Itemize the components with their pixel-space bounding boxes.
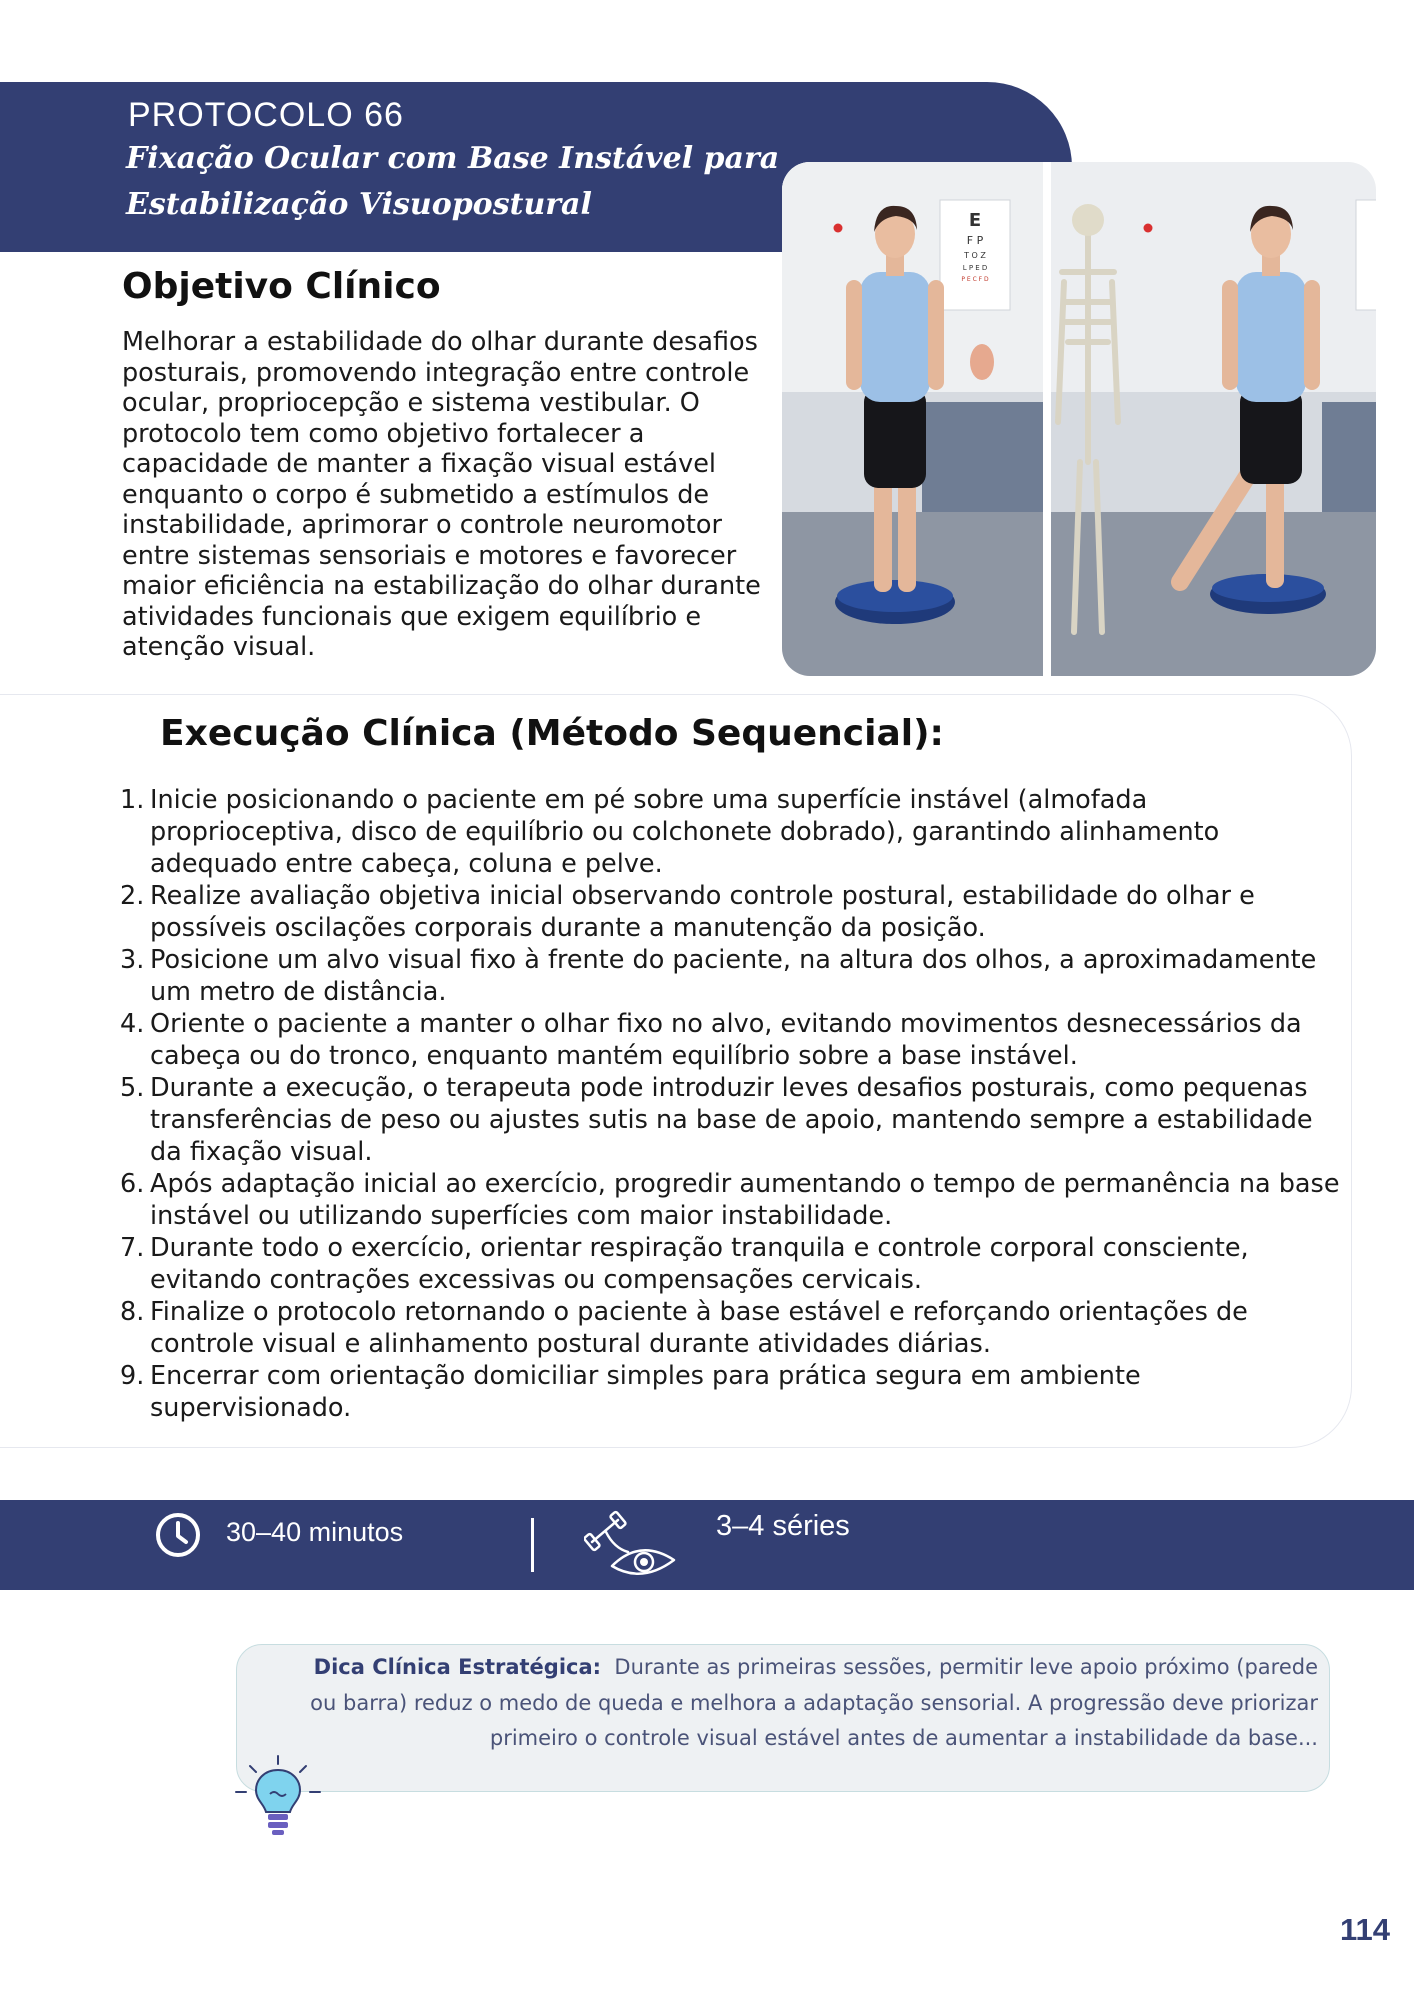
eye-chart-line: E	[968, 210, 982, 231]
step-item	[120, 1072, 1340, 1168]
step-number: 6.	[120, 1169, 145, 1199]
protocol-title: Fixação Ocular com Base Instável para Estabilização Visuopostural	[126, 141, 780, 222]
step-number: 5.	[120, 1073, 145, 1103]
step-text: Após adaptação inicial ao exercício, progredir aumentando o tempo de permanência na base instável ou utilizando superfícies com maior instabilidade.	[150, 1169, 1340, 1231]
tip-text	[300, 1650, 1318, 1757]
eye-chart-line: F P	[966, 234, 984, 247]
objective-text: Melhorar a estabilidade do olhar durante desafios posturais, promovendo integração entre controle ocular, propriocepção e sistema vestibular. O protocolo tem como objetivo fortalecer a capacidade de manter a fixação visual estável enquanto o corpo é submetido a estímulos de instabilidade, aprimorar o controle neuromotor entre sistemas sensoriais e motores e favorecer maior eficiência na estabilização do olhar durante atividades funcionais que exigem equilíbrio e atenção visual.	[122, 327, 761, 662]
exercise-photos	[782, 162, 1376, 676]
step-text: Finalize o protocolo retornando o paciente à base estável e reforçando orientações de controle visual e alinhamento postural durante atividades diárias.	[150, 1297, 1248, 1359]
step-item	[120, 1008, 1340, 1072]
objective-title: Objetivo Clínico	[122, 266, 441, 307]
step-number: 7.	[120, 1233, 145, 1263]
eye-dumbbell-icon	[584, 1508, 680, 1584]
page-number: 114	[1339, 1912, 1390, 1947]
eye-chart-line: T O Z	[964, 251, 986, 260]
tip-body: Durante as primeiras sessões, permitir leve apoio próximo (parede ou barra) reduz o medo de queda e melhora a adaptação sensorial. A progressão deve priorizar primeiro o controle visual estável antes de aumentar a instabilidade da base...	[310, 1655, 1318, 1750]
step-item	[120, 784, 1340, 880]
step-number: 3.	[120, 945, 145, 975]
info-divider	[531, 1518, 534, 1572]
step-text: Durante a execução, o terapeuta pode introduzir leves desafios posturais, como pequenas transferências de peso ou ajustes sutis na base de apoio, mantendo sempre a estabilidade da fixação visual.	[150, 1073, 1313, 1167]
photo-standing-on-disc	[782, 162, 1043, 676]
clock-icon	[154, 1511, 202, 1559]
protocol-label: PROTOCOLO 66	[128, 96, 404, 134]
step-number: 2.	[120, 881, 145, 911]
exercise-photo-illustration	[782, 162, 1376, 676]
step-item	[120, 1232, 1340, 1296]
step-text: Encerrar com orientação domiciliar simples para prática segura em ambiente supervisionado.	[150, 1361, 1141, 1423]
step-item	[120, 1360, 1340, 1424]
step-text: Realize avaliação objetiva inicial observando controle postural, estabilidade do olhar e possíveis oscilações corporais durante a manutenção da posição.	[150, 881, 1255, 943]
series-value: 3–4 séries	[716, 1510, 850, 1542]
step-number: 4.	[120, 1009, 145, 1039]
execution-steps	[120, 784, 1340, 1424]
step-item	[120, 1168, 1340, 1232]
step-item	[120, 880, 1340, 944]
step-number: 8.	[120, 1297, 145, 1327]
step-item	[120, 944, 1340, 1008]
step-text: Inicie posicionando o paciente em pé sobre uma superfície instável (almofada proprioceptiva, disco de equilíbrio ou colchonete dobrado), garantindo alinhamento adequado entre cabeça, coluna e pelve.	[150, 785, 1220, 879]
step-text: Posicione um alvo visual fixo à frente do paciente, na altura dos olhos, a aproximadamente um metro de distância.	[150, 945, 1317, 1007]
photo-single-leg-on-disc	[1051, 162, 1376, 676]
step-text: Oriente o paciente a manter o olhar fixo no alvo, evitando movimentos desnecessários da cabeça ou do tronco, enquanto mantém equilíbrio sobre a base instável.	[150, 1009, 1302, 1071]
tip-label: Dica Clínica Estratégica:	[313, 1655, 602, 1679]
step-text: Durante todo o exercício, orientar respiração tranquila e controle corporal consciente, evitando contrações excessivas ou compensações cervicais.	[150, 1233, 1249, 1295]
lightbulb-icon	[232, 1752, 324, 1844]
step-item	[120, 1296, 1340, 1360]
eye-chart-line: P E C F D	[961, 276, 989, 283]
eye-chart-line: L P E D	[962, 264, 988, 272]
execution-title: Execução Clínica (Método Sequencial):	[160, 713, 944, 754]
step-number: 9.	[120, 1361, 145, 1391]
duration-value: 30–40 minutos	[226, 1517, 404, 1547]
info-bar	[0, 1500, 1414, 1590]
step-number: 1.	[120, 785, 145, 815]
